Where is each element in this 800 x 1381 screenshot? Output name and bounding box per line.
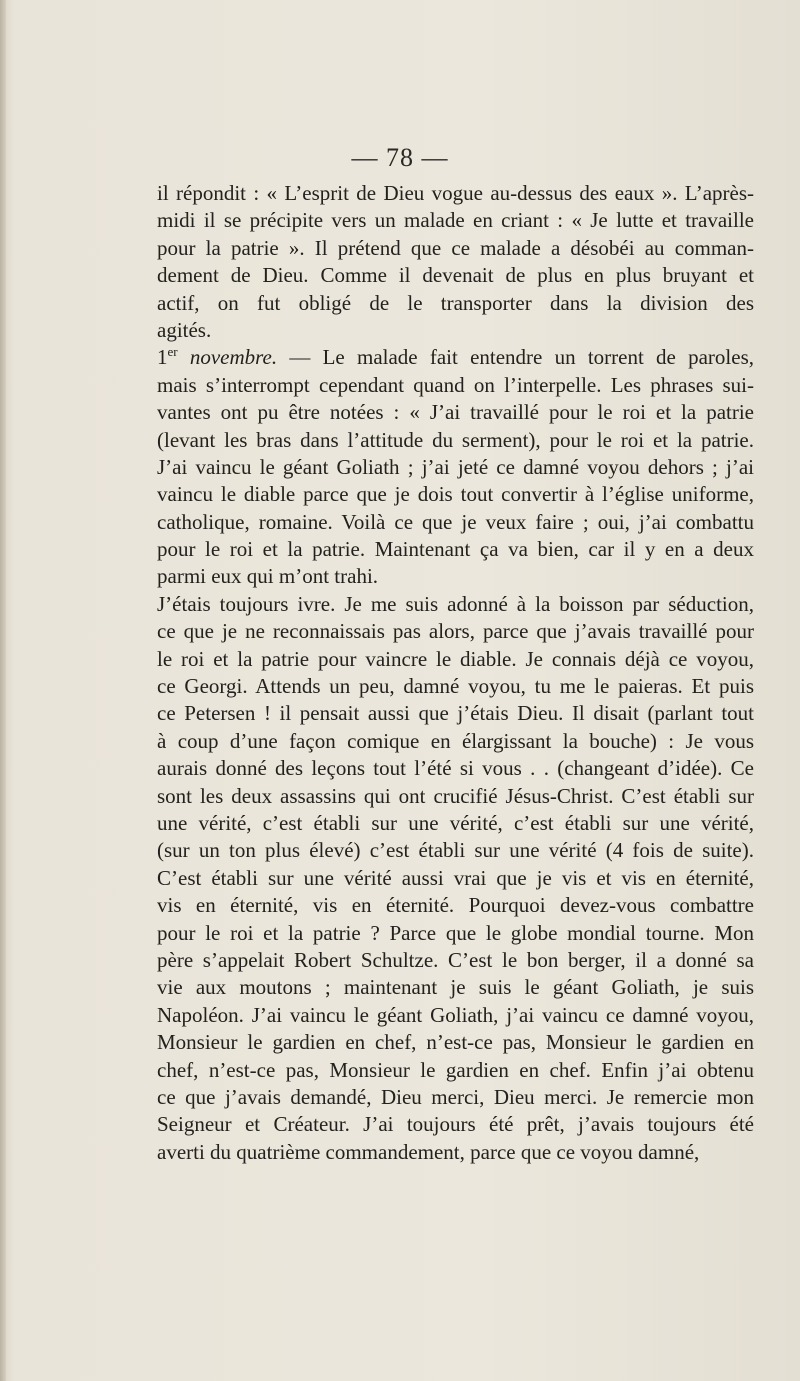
text-line: ce Petersen ! il pensait aussi que j’étais Dieu. Il disait (parlant tout <box>157 701 754 726</box>
date-line-text: — Le malade fait entendre un torrent de paroles, <box>277 345 754 370</box>
text-line: midi il se précipite vers un malade en criant : « Je lutte et travaille <box>157 208 754 233</box>
text-line: sont les deux assassins qui ont crucifié Jésus-Christ. C’est établi sur <box>157 783 754 808</box>
text-line: (levant les bras dans l’attitude du serment), pour le roi et la patrie. <box>157 427 754 452</box>
text-line: averti du quatrième commandement, parce que ce voyou damné, <box>157 1139 700 1164</box>
text-line: vaincu le diable parce que je dois tout convertir à l’église uniforme, <box>157 482 754 507</box>
text-line: C’est établi sur une vérité aussi vrai que je vis et vis en éternité, <box>157 865 754 890</box>
text-line: père s’appelait Robert Schultze. C’est le bon berger, il a donné sa <box>157 947 754 972</box>
text-line: Monsieur le gardien en chef, n’est-ce pas, Monsieur le gardien en <box>157 1030 754 1055</box>
date-month: novembre. <box>177 345 278 370</box>
text-line: le roi et la patrie pour vaincre le diable. Je connais déjà ce voyou, <box>157 646 754 671</box>
text-line: actif, on fut obligé de le transporter dans la division des <box>157 290 754 315</box>
text-line: dement de Dieu. Comme il devenait de plus en plus bruyant et <box>157 263 754 288</box>
text-line: J’étais toujours ivre. Je me suis adonné à la boisson par séduction, <box>157 591 754 616</box>
text-line: à coup d’une façon comique en élargissant la bouche) : Je vous <box>157 728 754 753</box>
date-label <box>157 345 277 369</box>
page-binding-edge <box>0 0 6 1381</box>
text-line: vis en éternité, vis en éternité. Pourquoi devez-vous combattre <box>157 893 754 918</box>
text-line: Seigneur et Créateur. J’ai toujours été prêt, j’avais toujours été <box>157 1112 754 1137</box>
text-line: chef, n’est-ce pas, Monsieur le gardien en chef. Enfin j’ai obtenu <box>157 1057 754 1082</box>
text-line: vantes ont pu être notées : « J’ai travaillé pour le roi et la patrie <box>157 400 754 425</box>
page-number: — 78 — <box>351 143 449 172</box>
text-line: catholique, romaine. Voilà ce que je veux faire ; oui, j’ai combattu <box>157 509 754 534</box>
text-line: pour le roi et la patrie. Maintenant ça va bien, car il y en a deux <box>157 537 754 562</box>
date-day: 1 <box>157 345 168 370</box>
text-line: (sur un ton plus élevé) c’est établi sur une vérité (4 fois de suite). <box>157 838 754 863</box>
text-line: il répondit : « L’esprit de Dieu vogue au-dessus des eaux ». L’après- <box>157 181 754 205</box>
body-text <box>157 180 754 1166</box>
text-line: mais s’interrompt cependant quand on l’interpelle. Les phrases sui- <box>157 372 754 397</box>
text-line: parmi eux qui m’ont trahi. <box>157 564 379 589</box>
text-line: Napoléon. J’ai vaincu le géant Goliath, j’ai vaincu ce damné voyou, <box>157 1002 754 1027</box>
text-line: ce que j’avais demandé, Dieu merci, Dieu merci. Je remercie mon <box>157 1084 754 1109</box>
text-line: pour le roi et la patrie ? Parce que le globe mondial tourne. Mon <box>157 920 754 945</box>
text-line: pour la patrie ». Il prétend que ce malade a désobéi au comman- <box>157 235 754 260</box>
text-line: ce Georgi. Attends un peu, damné voyou, tu me le paieras. Et puis <box>157 674 754 699</box>
text-line: ce que je ne reconnaissais pas alors, parce que j’avais travaillé pour <box>157 619 754 644</box>
text-line: aurais donné des leçons tout l’été si vous . . (changeant d’idée). Ce <box>157 756 754 781</box>
date-ordinal: er <box>167 344 178 360</box>
text-line: vie aux moutons ; maintenant je suis le géant Goliath, je suis <box>157 975 754 1000</box>
date-line <box>157 344 754 371</box>
text-line: agités. <box>157 317 212 342</box>
text-line: une vérité, c’est établi sur une vérité, c’est établi sur une vérité, <box>157 810 754 835</box>
text-line: J’ai vaincu le géant Goliath ; j’ai jeté ce damné voyou dehors ; j’ai <box>157 454 754 479</box>
